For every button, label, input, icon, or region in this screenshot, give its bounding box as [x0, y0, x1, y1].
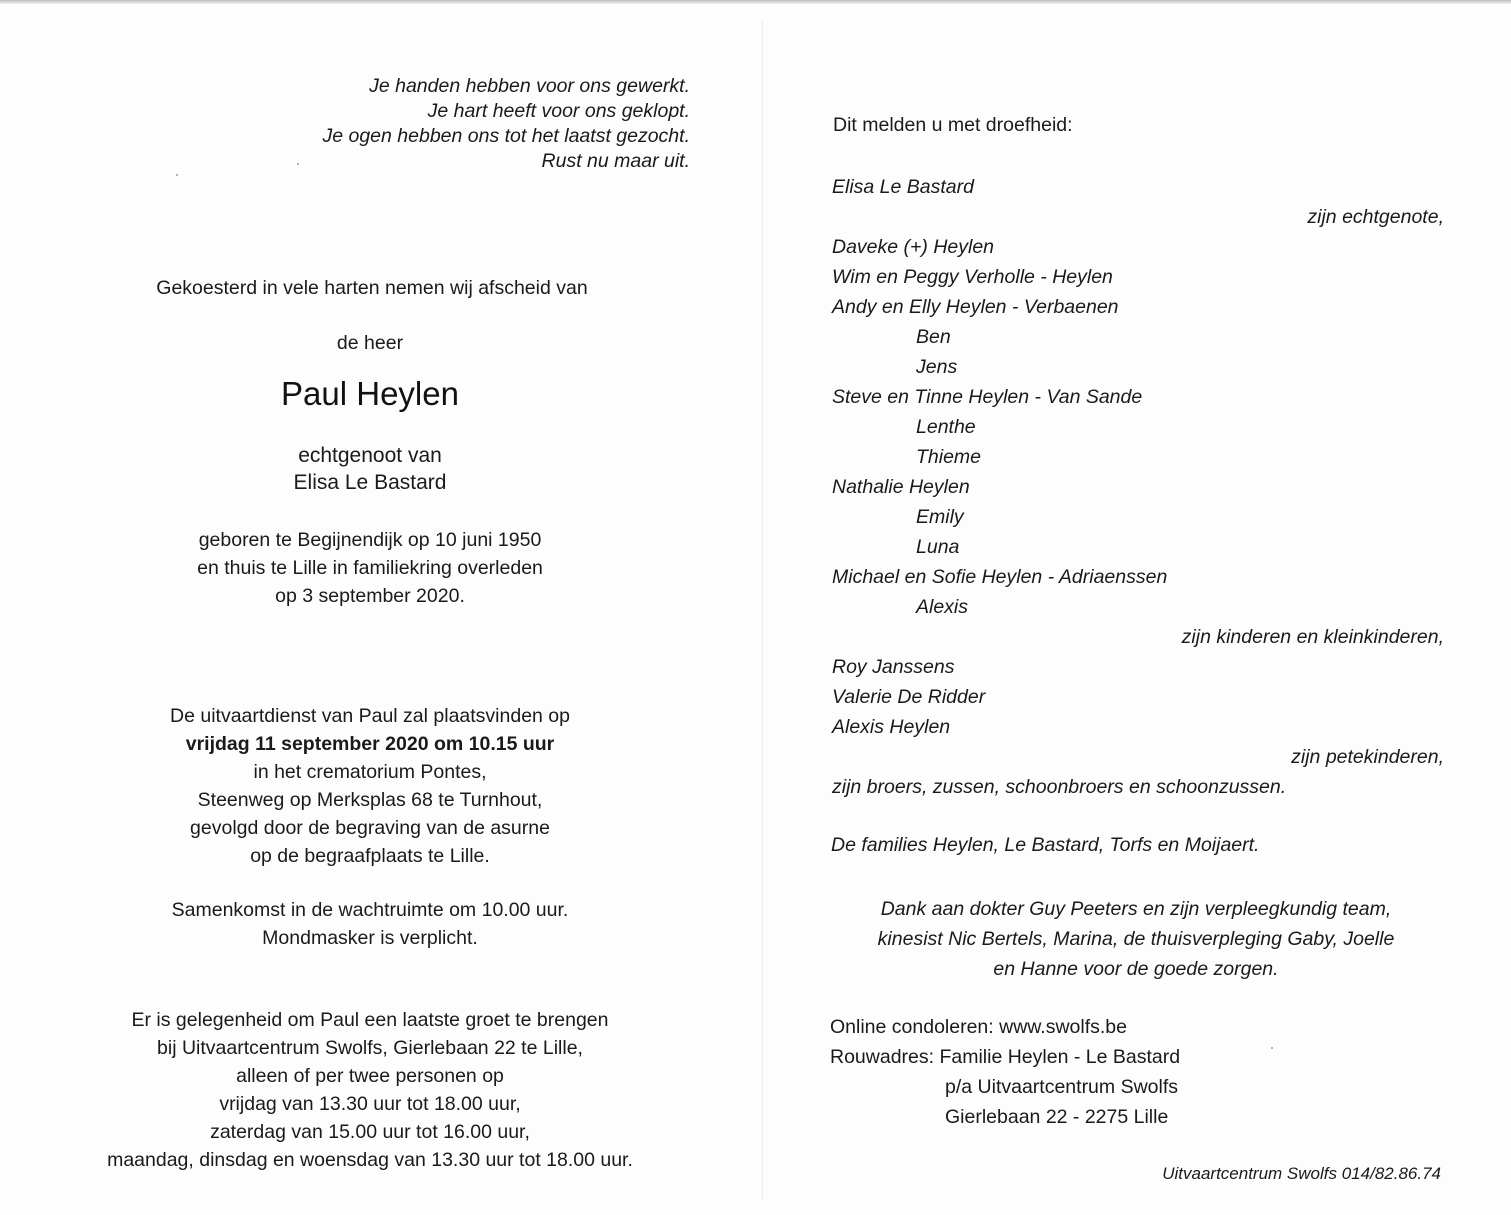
announcement: Dit melden u met droefheid:: [833, 114, 1073, 136]
scan-speck: [1271, 1047, 1273, 1049]
visit-line: bij Uitvaartcentrum Swolfs, Gierlebaan 22 te Lille,: [157, 1037, 583, 1059]
relative-name: Emily: [916, 506, 964, 528]
poem-line: Je ogen hebben ons tot het laatst gezocht.: [322, 125, 690, 147]
relation-caption: zijn echtgenote,: [1307, 206, 1444, 228]
dates-line: en thuis te Lille in familiekring overleden: [197, 557, 543, 579]
dates-line: geboren te Begijnendijk op 10 juni 1950: [198, 529, 542, 551]
meeting-line: Samenkomst in de wachtruimte om 10.00 uur.: [171, 899, 569, 921]
life-dates: [60, 526, 680, 610]
visit-line: maandag, dinsdag en woensdag van 13.30 uur tot 18.00 uur.: [107, 1149, 633, 1171]
relatives-list: [832, 172, 1444, 802]
relative-name: zijn broers, zussen, schoonbroers en schoonzussen.: [832, 776, 1287, 798]
mourning-address-line: p/a Uitvaartcentrum Swolfs: [945, 1076, 1179, 1098]
poem-line: Je handen hebben voor ons gewerkt.: [369, 75, 690, 97]
relation-caption: zijn petekinderen,: [1291, 746, 1444, 768]
relative-name: Valerie De Ridder: [832, 686, 986, 708]
funeral-home-footer: Uitvaartcentrum Swolfs 014/82.86.74: [1162, 1164, 1441, 1183]
relative-name: Roy Janssens: [832, 656, 955, 678]
service-datetime: vrijdag 11 september 2020 om 10.15 uur: [185, 733, 555, 755]
poem-line: Rust nu maar uit.: [541, 150, 690, 172]
scan-top-edge: [0, 0, 1511, 4]
visitation-info: [60, 1006, 680, 1174]
meeting-info: [60, 896, 680, 952]
relative-name: Wim en Peggy Verholle - Heylen: [832, 266, 1113, 288]
relative-name: Luna: [916, 536, 960, 558]
poem-line: Je hart heeft voor ons geklopt.: [427, 100, 690, 122]
contact-block: [830, 1012, 1180, 1132]
intro-text: Gekoesterd in vele harten nemen wij afscheid van: [156, 277, 588, 299]
relative-name: Nathalie Heylen: [832, 476, 970, 498]
scan-speck: [176, 174, 178, 176]
relative-name: Steve en Tinne Heylen - Van Sande: [832, 386, 1143, 408]
relative-name: Michael en Sofie Heylen - Adriaenssen: [832, 566, 1168, 588]
visit-line: vrijdag van 13.30 uur tot 18.00 uur,: [219, 1093, 521, 1115]
relative-name: Thieme: [916, 446, 982, 468]
mourning-address-label: Rouwadres: Familie Heylen - Le Bastard: [830, 1046, 1181, 1068]
relative-name: Elisa Le Bastard: [832, 176, 974, 198]
dates-line: op 3 september 2020.: [275, 585, 465, 607]
relative-name: Alexis: [916, 596, 969, 618]
visit-line: alleen of per twee personen op: [236, 1065, 504, 1087]
spouse-line: Elisa Le Bastard: [293, 471, 447, 494]
thanks-block: [826, 894, 1446, 984]
thanks-line: en Hanne voor de goede zorgen.: [993, 958, 1279, 980]
relative-name: Lenthe: [916, 416, 976, 438]
relation-caption: zijn kinderen en kleinkinderen,: [1181, 626, 1444, 648]
meeting-line: Mondmasker is verplicht.: [262, 927, 478, 949]
relative-name: Ben: [916, 326, 951, 348]
service-line: gevolgd door de begraving van de asurne: [190, 817, 550, 839]
service-line: Steenweg op Merksplas 68 te Turnhout,: [197, 789, 543, 811]
spouse-line: echtgenoot van: [298, 444, 442, 467]
scan-speck: [297, 163, 299, 165]
visit-line: zaterdag van 15.00 uur tot 16.00 uur,: [210, 1121, 530, 1143]
deceased-name: Paul Heylen: [281, 375, 459, 412]
relative-name: Daveke (+) Heylen: [832, 236, 995, 258]
funeral-service: [60, 702, 680, 870]
families-line: De families Heylen, Le Bastard, Torfs en Moijaert.: [831, 834, 1260, 856]
poem: [200, 74, 690, 174]
mourning-address-line: Gierlebaan 22 - 2275 Lille: [945, 1106, 1169, 1128]
card-fold-line: [762, 20, 763, 1200]
relative-name: Jens: [916, 356, 958, 378]
online-condolence: Online condoleren: www.swolfs.be: [830, 1016, 1127, 1038]
spouse-block: [60, 442, 680, 496]
service-line: in het crematorium Pontes,: [253, 761, 487, 783]
thanks-line: Dank aan dokter Guy Peeters en zijn verpleegkundig team,: [880, 898, 1392, 920]
thanks-line: kinesist Nic Bertels, Marina, de thuisverpleging Gaby, Joelle: [877, 928, 1395, 950]
visit-line: Er is gelegenheid om Paul een laatste groet te brengen: [131, 1009, 609, 1031]
relative-name: Alexis Heylen: [832, 716, 951, 738]
title-prefix: de heer: [336, 332, 404, 354]
relative-name: Andy en Elly Heylen - Verbaenen: [832, 296, 1119, 318]
service-line: op de begraafplaats te Lille.: [250, 845, 490, 867]
service-line: De uitvaartdienst van Paul zal plaatsvinden op: [170, 705, 570, 727]
